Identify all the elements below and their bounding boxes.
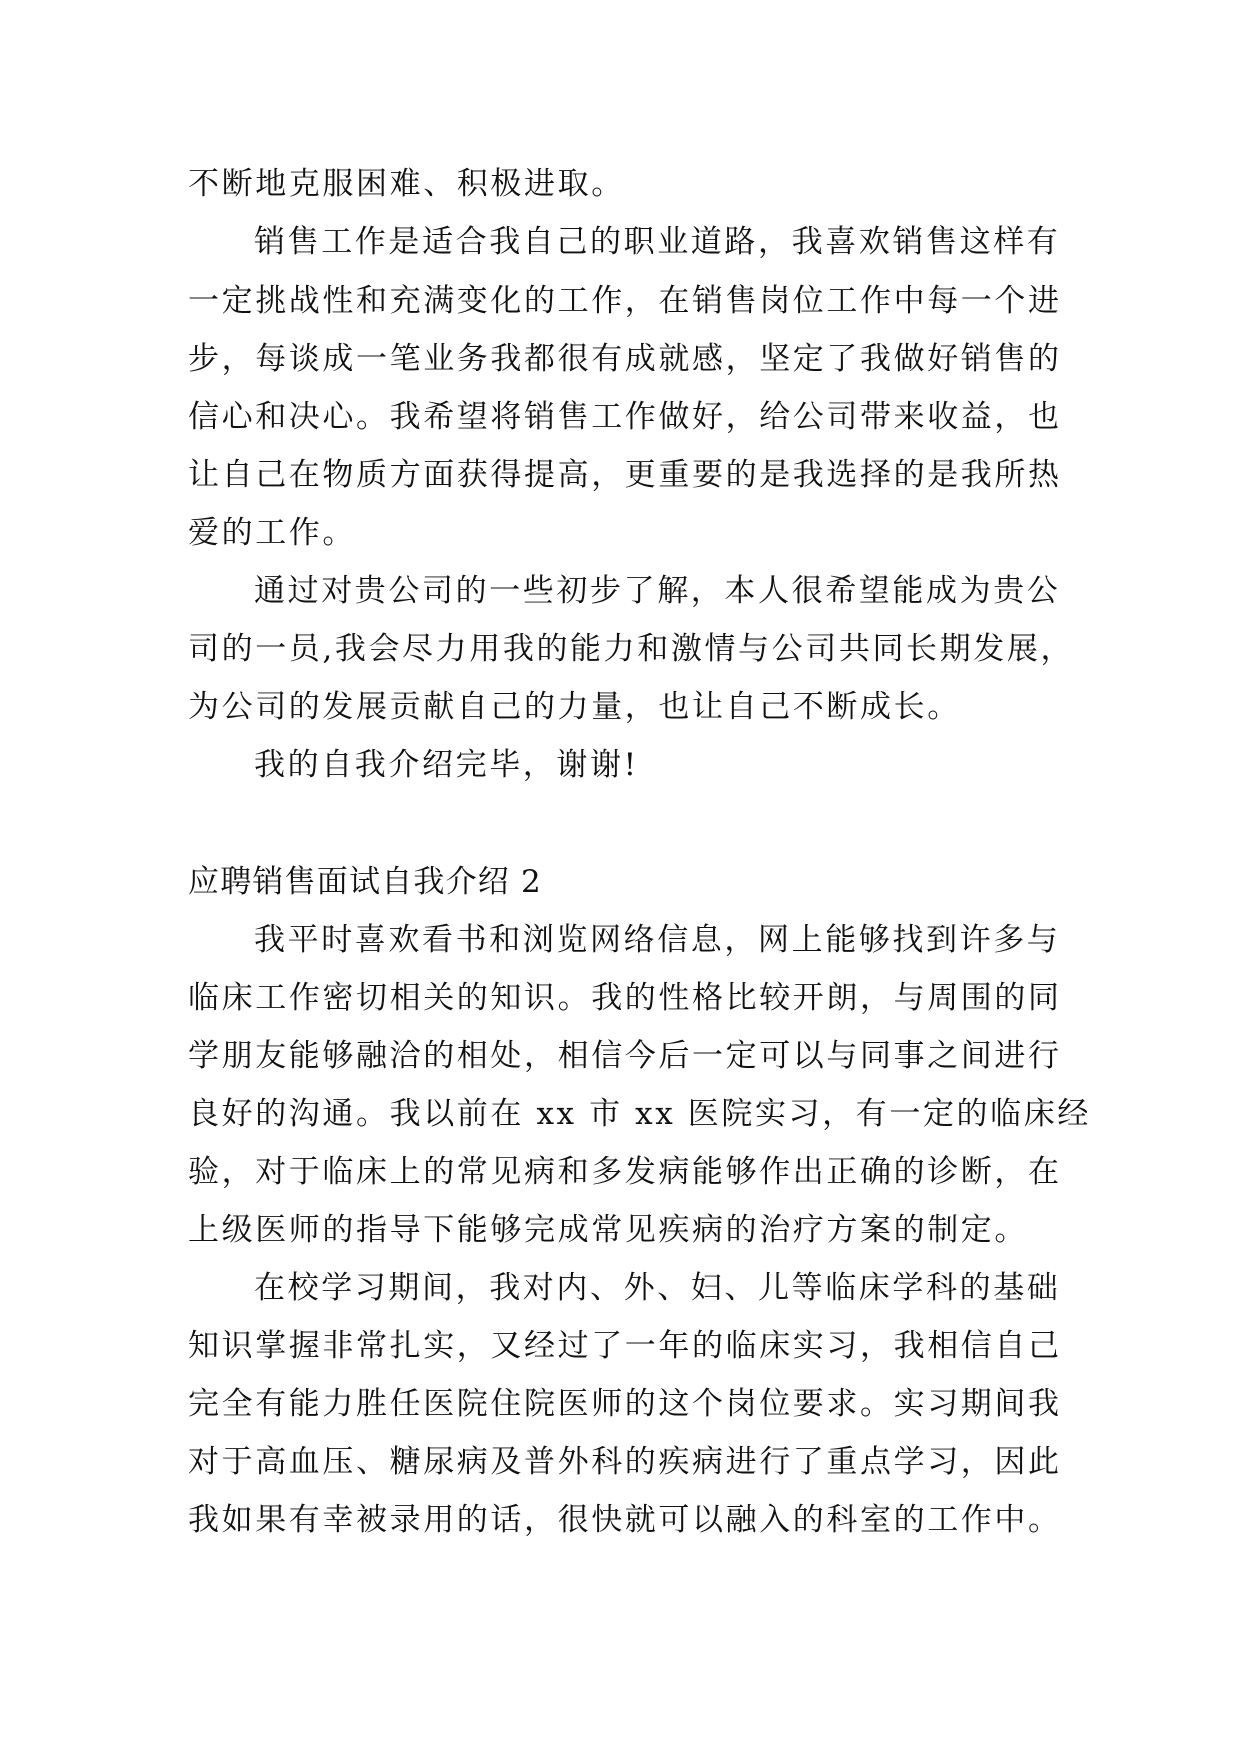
paragraph-line: 让自己在物质方面获得提高，更重要的是我选择的是我所热 <box>188 457 1062 493</box>
paragraph-line: 验，对于临床上的常见病和多发病能够作出正确的诊断，在 <box>188 1154 1062 1190</box>
paragraph-line: 销售工作是适合我自己的职业道路，我喜欢销售这样有 <box>254 224 1061 260</box>
paragraph-line: 完全有能力胜任医院住院医师的这个岗位要求。实习期间我 <box>188 1386 1062 1422</box>
paragraph-line: 在校学习期间，我对内、外、妇、儿等临床学科的基础 <box>254 1270 1061 1306</box>
paragraph-line: 我平时喜欢看书和浏览网络信息，网上能够找到许多与 <box>254 922 1061 958</box>
paragraph-line: 一定挑战性和充满变化的工作，在销售岗位工作中每一个进 <box>188 283 1062 319</box>
paragraph-line: 通过对贵公司的一些初步了解，本人很希望能成为贵公 <box>254 573 1061 609</box>
paragraph-line: 良好的沟通。我以前在 xx 市 xx 医院实习，有一定的临床经 <box>188 1096 1091 1132</box>
paragraph-line: 上级医师的指导下能够完成常见疾病的治疗方案的制定。 <box>188 1212 1028 1248</box>
paragraph-line: 临床工作密切相关的知识。我的性格比较开朗，与周围的同 <box>188 980 1062 1016</box>
paragraph-line: 不断地克服困难、积极进取。 <box>188 166 625 202</box>
section-title: 应聘销售面试自我介绍 2 <box>188 864 542 900</box>
paragraph-line: 对于高血压、糖尿病及普外科的疾病进行了重点学习，因此 <box>188 1444 1062 1480</box>
paragraph-line: 我的自我介绍完毕，谢谢! <box>254 747 639 783</box>
paragraph-line: 信心和决心。我希望将销售工作做好，给公司带来收益，也 <box>188 399 1062 435</box>
paragraph-line: 知识掌握非常扎实，又经过了一年的临床实习，我相信自己 <box>188 1328 1062 1364</box>
paragraph-line: 我如果有幸被录用的话，很快就可以融入的科室的工作中。 <box>188 1502 1062 1538</box>
paragraph-line: 学朋友能够融洽的相处，相信今后一定可以与同事之间进行 <box>188 1038 1062 1074</box>
paragraph-line: 步，每谈成一笔业务我都很有成就感，坚定了我做好销售的 <box>188 341 1062 377</box>
paragraph-line: 司的一员,我会尽力用我的能力和激情与公司共同长期发展， <box>188 631 1075 667</box>
paragraph-line: 为公司的发展贡献自己的力量，也让自己不断成长。 <box>188 689 961 725</box>
paragraph-line: 爱的工作。 <box>188 515 356 551</box>
